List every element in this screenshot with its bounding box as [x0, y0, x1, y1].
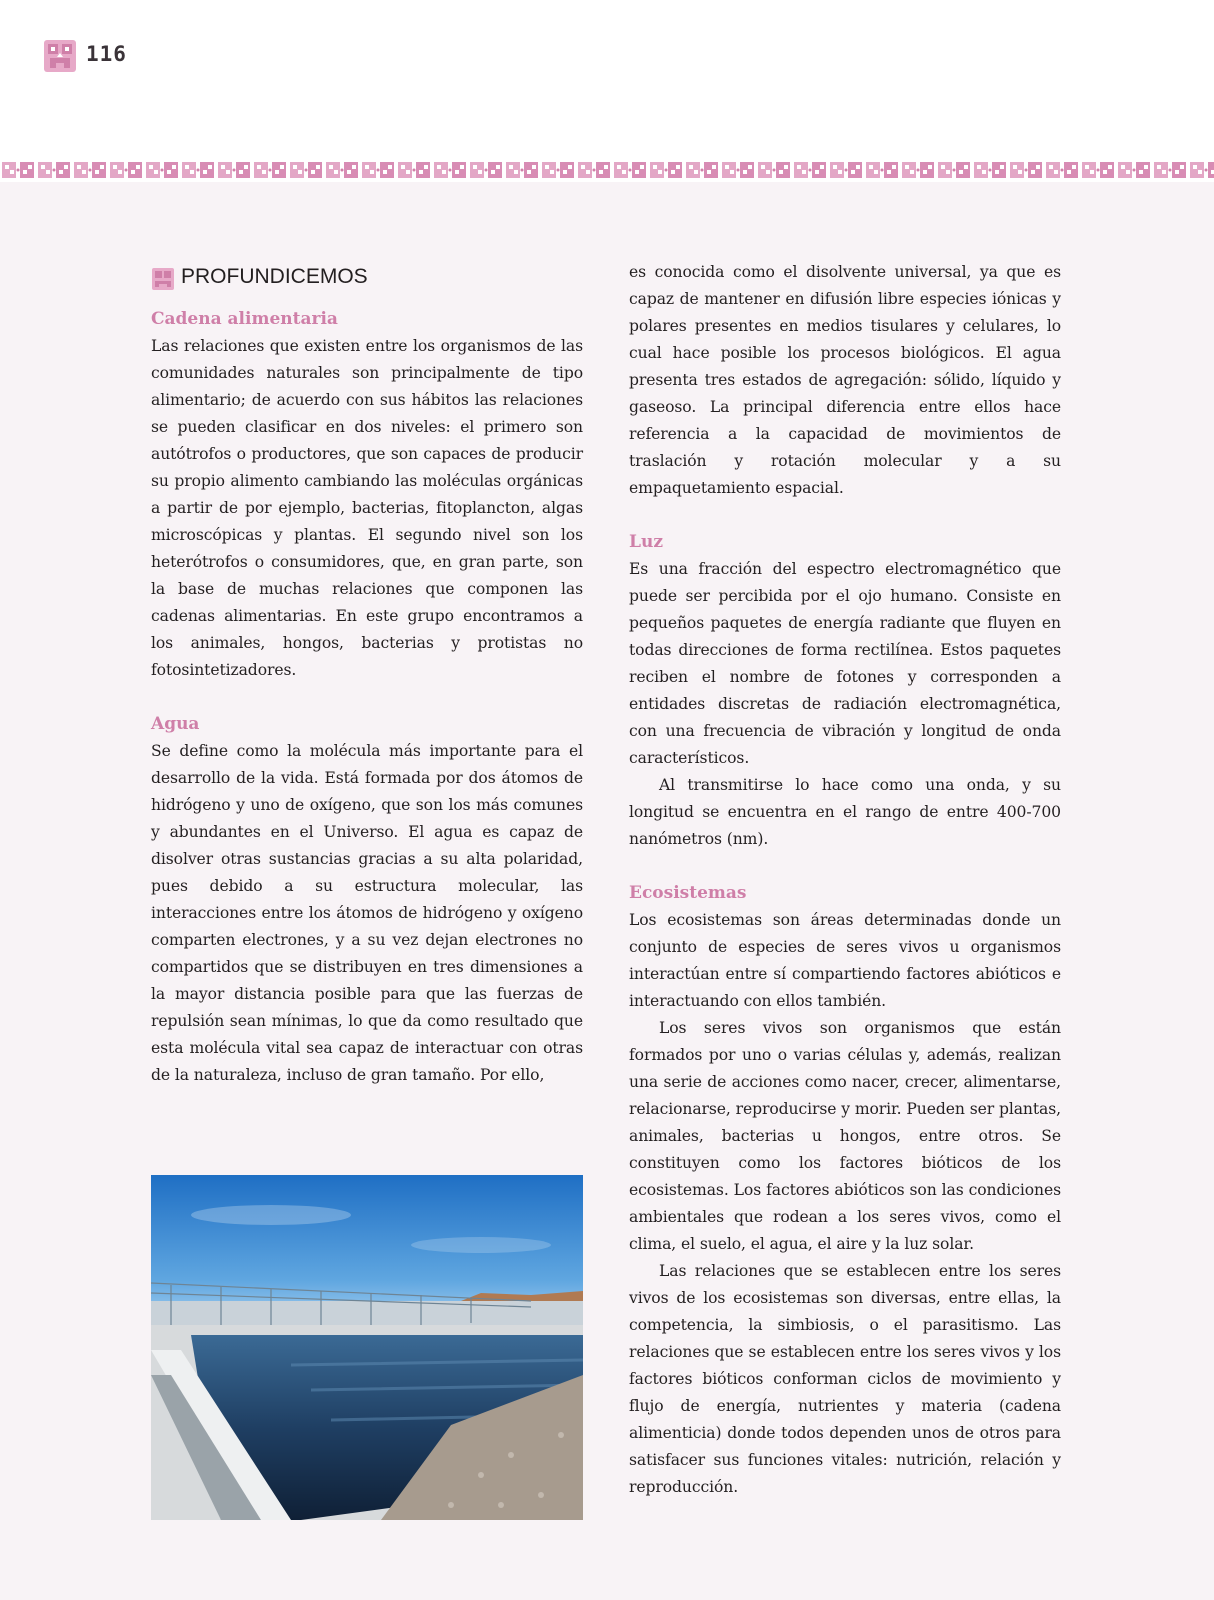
- section-label: PROFUNDICEMOS: [181, 265, 368, 288]
- paragraph-ecosistemas-1: Los ecosistemas son áreas determinadas donde un conjunto de especies de seres vivos u organismos interactúan entre sí compartiendo factores abióticos e interactuando con ellos también.: [629, 911, 1061, 1010]
- heading-luz: Luz: [629, 532, 663, 552]
- paragraph-cadena-alimentaria: Las relaciones que existen entre los organismos de las comunidades naturales son principalmente de tipo alimentario; de acuerdo con sus hábitos las relaciones se pueden clasificar en dos niveles: el primero son autótrofos o productores, que son capaces de producir su propio alimento cambiando las moléculas orgánicas a partir de por ejemplo, bacterias, fitoplancton, algas microscópicas y plantas. El segundo nivel son los heterótrofos o consumidores, que, en gran parte, son la base de muchas relaciones que componen las cadenas alimentarias. En este grupo encontramos a los animales, hongos, bacterias y protistas no fotosintetizadores.: [151, 337, 583, 679]
- page-number: 116: [86, 42, 127, 66]
- paragraph-luz-2: Al transmitirse lo hace como una onda, y su longitud se encuentra en el rango de entre 400-700 nanómetros (nm).: [629, 776, 1061, 848]
- section-glyph-icon: [151, 267, 175, 291]
- page-header-area: [0, 0, 1214, 165]
- heading-agua: Agua: [151, 714, 200, 734]
- heading-ecosistemas: Ecosistemas: [629, 883, 747, 903]
- water-treatment-photo: [151, 1175, 583, 1520]
- paragraph-agua-continuacion: es conocida como el disolvente universal, ya que es capaz de mantener en difusión libre especies iónicas y polares presentes en medios tisulares y celulares, lo cual hace posible los procesos biológicos. El agua presenta tres estados de agregación: sólido, líquido y gaseoso. La principal diferencia entre ellos hace referencia a la capacidad de movimientos de traslación y rotación molecular y a su empaquetamiento espacial.: [629, 263, 1061, 497]
- paragraph-ecosistemas-2: Los seres vivos son organismos que están formados por uno o varias células y, además, realizan una serie de acciones como nacer, crecer, alimentarse, relacionarse, reproducirse y morir. Pueden ser plantas, animales, bacterias u hongos, entre otros. Se constituyen como los factores bióticos de los ecosistemas. Los factores abióticos son las condiciones ambientales que rodean a los seres vivos, como el clima, el suelo, el agua, el aire y la luz solar.: [629, 1019, 1061, 1253]
- heading-cadena-alimentaria: Cadena alimentaria: [151, 309, 338, 329]
- aztec-glyph-icon: [42, 38, 78, 74]
- paragraph-agua: Se define como la molécula más importante para el desarrollo de la vida. Está formada por dos átomos de hidrógeno y uno de oxígeno, que son los más comunes y abundantes en el Universo. El agua es capaz de disolver otras sustancias gracias a su alta polaridad, pues debido a su estructura molecular, las interacciones entre los átomos de hidrógeno y oxígeno comparten electrones, y a su vez dejan electrones no compartidos que se distribuyen en tres dimensiones a la mayor distancia posible para que las fuerzas de repulsión sean mínimas, lo que da como resultado que esta molécula vital sea capaz de interactuar con otras de la naturaleza, incluso de gran tamaño. Por ello,: [151, 742, 583, 1084]
- paragraph-ecosistemas-3: Las relaciones que se establecen entre los seres vivos de los ecosistemas son diversas, entre ellas, la competencia, la simbiosis, o el parasitismo. Las relaciones que se establecen entre los seres vivos y los factores bióticos conforman ciclos de movimiento y flujo de energía, nutrientes y materia (cadena alimenticia) donde todos dependen unos de otros para satisfacer sus funciones vitales: nutrición, relación y reproducción.: [629, 1262, 1061, 1496]
- paragraph-luz-1: Es una fracción del espectro electromagnético que puede ser percibida por el ojo humano. Consiste en pequeños paquetes de energía radiante que fluyen en todas direcciones de forma rectilínea. Estos paquetes reciben el nombre de fotones y corresponden a entidades discretas de radiación electromagnética, con una frecuencia de vibración y longitud de onda característicos.: [629, 560, 1061, 767]
- right-column: [629, 259, 1061, 1501]
- left-column: [151, 262, 583, 1089]
- decorative-border: [0, 158, 1214, 182]
